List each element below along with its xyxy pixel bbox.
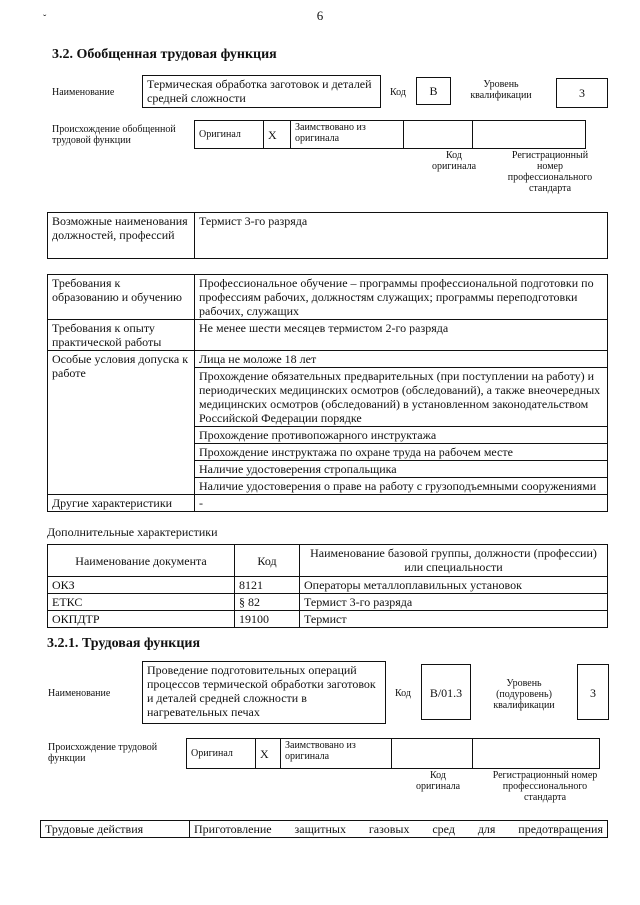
borrowed-label: Заимствовано из оригинала [295, 122, 366, 144]
function-name-label: Наименование [48, 688, 111, 699]
positions-label: Возможные наименования должностей, профессий [52, 214, 188, 242]
function-origin-table [186, 738, 600, 769]
function-name-value: Проведение подготовительных операций процессов термической обработки заготовок и деталей средней сложности в нагревательных печах [147, 663, 376, 719]
additional-table [47, 544, 608, 628]
experience-label: Требования к опыту практической работы [52, 321, 162, 349]
function-name-box [142, 661, 386, 724]
condition-item: Прохождение противопожарного инструктажа [199, 428, 437, 442]
corner-mark: ˇ [43, 14, 47, 25]
origin-label: Происхождение обобщенной трудовой функции [52, 124, 176, 146]
code-original-label: Код оригинала [431, 150, 477, 172]
condition-item: Наличие удостоверения о праве на работу с грузоподъемными сооружениями [199, 479, 597, 493]
table-row [48, 577, 608, 594]
reg-number-label: Регистрационный номер профессионального стандарта [507, 150, 593, 194]
function-level-value: 3 [590, 686, 596, 700]
origin-table [194, 120, 586, 149]
other-label: Другие характеристики [52, 496, 173, 510]
group-cell: Термист 3-го разряда [304, 595, 413, 609]
table-row [48, 611, 608, 628]
action-word: защитных [294, 822, 346, 836]
action-word: газовых [368, 822, 410, 836]
function-code-original-label: Код оригинала [415, 770, 461, 792]
action-word: сред [432, 822, 455, 836]
group-cell: Термист [304, 612, 347, 626]
function-original-mark: X [260, 746, 269, 761]
function-level-box [577, 664, 609, 720]
positions-table [47, 212, 608, 259]
function-origin-label: Происхождение трудовой функции [48, 742, 158, 764]
section-title: 3.2. Обобщенная трудовая функция [52, 47, 277, 62]
action-word: предотвращения [518, 822, 603, 836]
code-value: B [429, 84, 438, 98]
original-label: Оригинал [199, 129, 241, 140]
requirements-table [47, 274, 608, 512]
condition-item: Прохождение обязательных предварительных (при поступлении на работу) и периодических медицинских осмотров (обследований), а также внеочередных медицинских осмотров (обследований) в установленном законодательством Российской Федерации порядке [199, 369, 601, 425]
original-mark: X [268, 127, 277, 142]
code-cell: 19100 [239, 612, 269, 626]
function-title: 3.2.1. Трудовая функция [47, 636, 201, 651]
code-cell: 8121 [239, 578, 263, 592]
condition-item: Наличие удостоверения стропальщика [199, 462, 397, 476]
function-borrowed-label: Заимствовано из оригинала [285, 740, 356, 762]
level-box [556, 78, 608, 108]
header-code: Код [257, 553, 277, 568]
page-number: 6 [316, 8, 324, 23]
function-level-label: Уровень (подуровень) квалификации [493, 678, 555, 711]
condition-item: Лица не моложе 18 лет [199, 352, 317, 366]
code-label: Код [390, 87, 406, 98]
education-label: Требования к образованию и обучению [52, 276, 182, 304]
name-value: Термическая обработка заготовок и деталей средней сложности [147, 77, 372, 105]
function-original-label: Оригинал [191, 748, 233, 759]
level-value: 3 [579, 86, 585, 100]
doc-cell: ЕТКС [52, 595, 83, 609]
code-box [416, 77, 451, 105]
code-cell: § 82 [239, 595, 260, 609]
positions-value: Термист 3-го разряда [199, 214, 308, 228]
actions-label: Трудовые действия [45, 822, 144, 836]
function-code-box [421, 664, 471, 720]
name-label: Наименование [52, 87, 115, 98]
function-code-value: B/01.3 [429, 686, 463, 700]
header-document: Наименование документа [75, 553, 207, 568]
doc-cell: ОКПДТР [52, 612, 100, 626]
experience-value: Не менее шести месяцев термистом 2-го разряда [199, 321, 449, 335]
other-value: - [199, 496, 203, 510]
header-group: Наименование базовой группы, должности (профессии) или специальности [310, 546, 597, 574]
table-row [48, 594, 608, 611]
level-label: Уровень квалификации [470, 79, 532, 101]
function-code-label: Код [395, 688, 411, 699]
actions-table [40, 820, 608, 838]
additional-title: Дополнительные характеристики [47, 525, 218, 539]
condition-item: Прохождение инструктажа по охране труда на рабочем месте [199, 445, 513, 459]
action-word: Приготовление [194, 822, 272, 836]
education-value: Профессиональное обучение – программы профессиональной подготовки по профессиям рабочих, должностям служащих; программы переподготовки рабочих, служащих [199, 276, 594, 318]
conditions-label: Особые условия допуска к работе [52, 352, 189, 380]
function-reg-number-label: Регистрационный номер профессионального стандарта [492, 770, 598, 803]
name-value-box [142, 75, 381, 108]
doc-cell: ОКЗ [52, 578, 75, 592]
actions-value [194, 822, 603, 836]
group-cell: Операторы металлоплавильных установок [304, 578, 522, 592]
action-word: для [477, 822, 496, 836]
